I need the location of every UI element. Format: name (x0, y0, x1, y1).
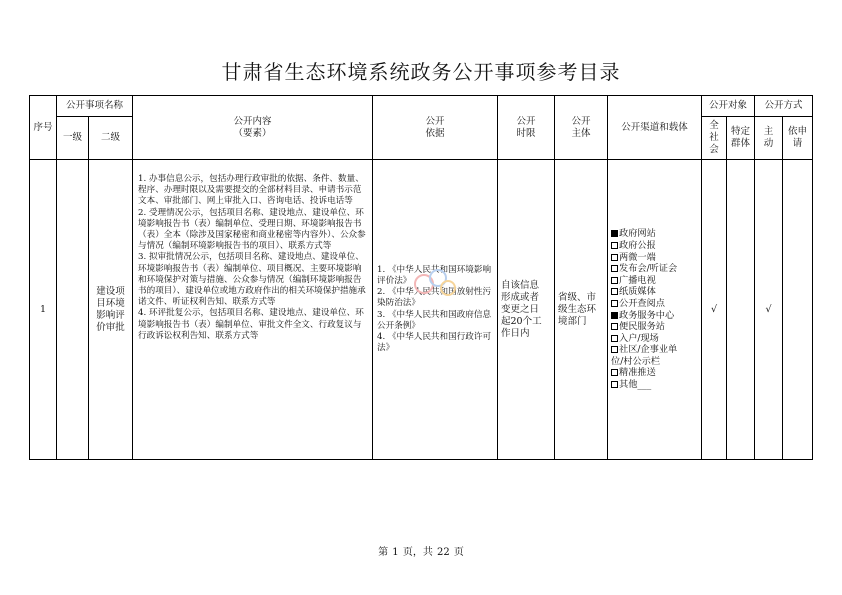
channel-label: 公开查阅点 (619, 297, 665, 309)
header-basis: 公开 依据 (373, 96, 498, 160)
cell-target-specific (727, 160, 755, 460)
channel-label: 入户/现场 (619, 332, 659, 344)
unchecked-box-icon (611, 265, 618, 272)
header-level2: 二级 (89, 117, 133, 160)
unchecked-box-icon (611, 381, 618, 388)
header-target-specific: 特定 群体 (727, 117, 755, 160)
header-level1: 一级 (57, 117, 89, 160)
channel-label: 其他___ (619, 379, 652, 391)
header-target-all: 全 社 会 (702, 117, 727, 160)
channel-label: 精准推送 (619, 367, 656, 379)
cell-time-limit: 自该信息 形成或者 变更之日 起20个工 作日内 (498, 160, 555, 460)
channel-item (611, 344, 701, 367)
channel-item (611, 298, 701, 310)
content-text: 1. 办事信息公示，包括办理行政审批的依据、条件、数量、程序、办理时限以及需要提交的全部材料目录、申请书示范文本、审批部门、网上审批入口、咨询电话、投诉电话等 2. 受理情况公示，包括项目名称、建设地点、建设单位、环境影响报告书（表）编制单位、受理日期、环境影响报告书（表）全本（除涉及国家秘密和商业秘密等内容外）、公众参与情况（编制环境影响报告书的项目）、联系方式等 3. 拟审批情况公示，包括项目名称、建设地点、建设单位、环境影响报告书（表）编制单位、项目概况、主要环境影响和环境保护对策与措施、公众参与情况（编制环境影响报告书的项目）、建设单位或地方政府作出的相关环境保护措施承诺文件、听证权利告知、联系方式等 4. 环评批复公示，包括项目名称、建设地点、建设单位、环境影响报告书（表）编制单位、审批文件全文、行政复议与行政诉讼权利告知、联系方式等 (138, 174, 366, 341)
cell-method-request (783, 160, 813, 460)
header-method: 公开方式 (755, 96, 813, 117)
unchecked-box-icon (611, 323, 618, 330)
header-method-active: 主 动 (755, 117, 783, 160)
header-channels: 公开渠道和载体 (608, 96, 702, 160)
unchecked-box-icon (611, 288, 618, 295)
unchecked-box-icon (611, 254, 618, 261)
channel-label: 发布会/听证会 (619, 263, 678, 275)
channel-label: 广播电视 (619, 274, 656, 286)
header-method-request: 依申 请 (783, 117, 813, 160)
channel-item (611, 321, 701, 333)
channel-item (611, 310, 701, 322)
channel-item (611, 263, 701, 275)
header-item-name: 公开事项名称 (57, 96, 133, 117)
channel-item (611, 333, 701, 345)
channel-item (611, 252, 701, 264)
cell-level1 (57, 160, 89, 460)
unchecked-box-icon (611, 277, 618, 284)
unchecked-box-icon (611, 300, 618, 307)
cell-basis (373, 160, 498, 460)
header-target: 公开对象 (702, 96, 755, 117)
unchecked-box-icon (611, 335, 618, 342)
header-row-1 (30, 96, 813, 117)
channel-label: 两微一端 (619, 251, 656, 263)
header-content: 公开内容 （要素） (133, 96, 373, 160)
cell-method-active: √ (755, 160, 783, 460)
channel-list (608, 228, 701, 390)
channel-label: 政府公报 (619, 239, 656, 251)
unchecked-box-icon (611, 242, 618, 249)
checked-box-icon (611, 230, 618, 237)
channel-label: 纸质媒体 (619, 286, 656, 298)
header-seq: 序号 (30, 96, 57, 160)
channel-label: 政务服务中心 (619, 309, 675, 321)
channel-item (611, 240, 701, 252)
table-row (30, 160, 813, 460)
channel-item (611, 275, 701, 287)
channel-label: 政府网站 (619, 228, 656, 240)
channel-item (611, 367, 701, 379)
channel-item (611, 286, 701, 298)
checked-box-icon (611, 312, 618, 319)
page-title: 甘肃省生态环境系统政务公开事项参考目录 (221, 60, 621, 84)
cell-content (133, 160, 373, 460)
header-subject: 公开 主体 (555, 96, 608, 160)
channel-item (611, 379, 701, 391)
cell-level2: 建设项 目环境 影响评 价审批 (89, 160, 133, 460)
page-footer: 第 1 页，共 22 页 (378, 547, 464, 558)
channel-item (611, 228, 701, 240)
cell-seq: 1 (30, 160, 57, 460)
cell-target-all: √ (702, 160, 727, 460)
cell-channels (608, 160, 702, 460)
catalog-table (29, 95, 813, 460)
unchecked-box-icon (611, 346, 618, 353)
channel-label: 社区/企事业单 位/村公示栏 (611, 344, 678, 367)
unchecked-box-icon (611, 369, 618, 376)
channel-label: 便民服务站 (619, 321, 665, 333)
cell-subject: 省级、市 级生态环 境部门 (555, 160, 608, 460)
header-time-limit: 公开 时限 (498, 96, 555, 160)
basis-text: 1. 《中华人民共和国环境影响评价法》 2. 《中华人民共和国放射性污染防治法》 3. 《中华人民共和国政府信息公开条例》 4. 《中华人民共和国行政许可法》 (377, 264, 492, 354)
